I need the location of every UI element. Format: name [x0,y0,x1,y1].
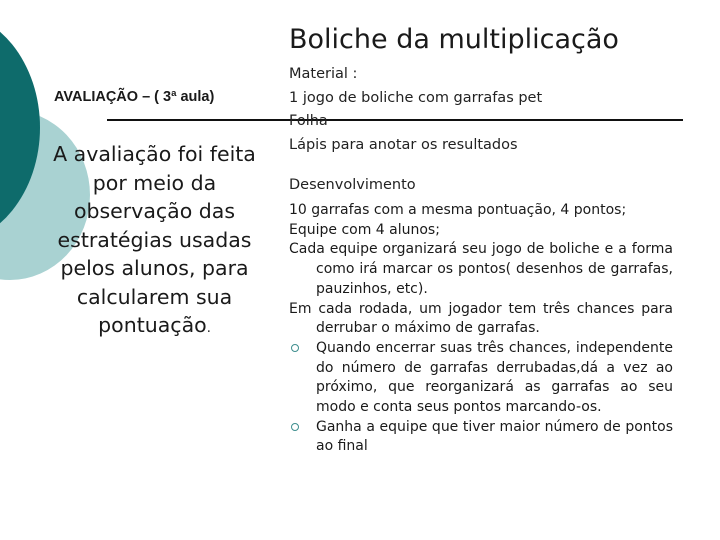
circle-bullet-icon [291,344,299,352]
development-paragraph: Em cada rodada, um jogador tem três chances para derrubar o máximo de garrafas. [289,300,673,337]
materials-item: Folha [289,113,328,129]
evaluation-body: A avaliação foi feita por meio da observação das estratégias usadas pelos alunos, para calcularem sua pontuação [53,142,256,337]
evaluation-text [42,140,267,344]
materials-item: 1 jogo de boliche com garrafas pet [289,89,543,106]
development-bullet [289,339,673,418]
bullet-text: Ganha a equipe que tiver maior número de pontos ao final [316,418,673,455]
bullet-text: Quando encerrar suas três chances, independente do número de garrafas derrubadas,dá a vez ao próximo, que reorganizará as garrafas ao seu modo e conta seus pontos marcando-os. [316,339,673,416]
materials-section [289,63,689,157]
development-section [289,201,673,457]
materials-item: Lápis para anotar os resultados [289,136,518,153]
development-paragraph: Equipe com 4 alunos; [289,221,440,238]
development-paragraph: 10 garrafas com a mesma pontuação, 4 pontos; [289,202,627,218]
evaluation-heading: AVALIAÇÃO – ( 3ª aula) [54,89,215,105]
evaluation-period: . [206,321,211,336]
development-paragraph: Cada equipe organizará seu jogo de boliche e a forma como irá marcar os pontos( desenhos de garrafas, pauzinhos, etc). [289,241,673,297]
circle-bullet-icon [291,423,299,431]
materials-heading: Material : [289,66,358,82]
development-heading: Desenvolvimento [289,177,416,193]
development-bullet [289,418,673,457]
slide-title: Boliche da multiplicação [289,24,619,55]
